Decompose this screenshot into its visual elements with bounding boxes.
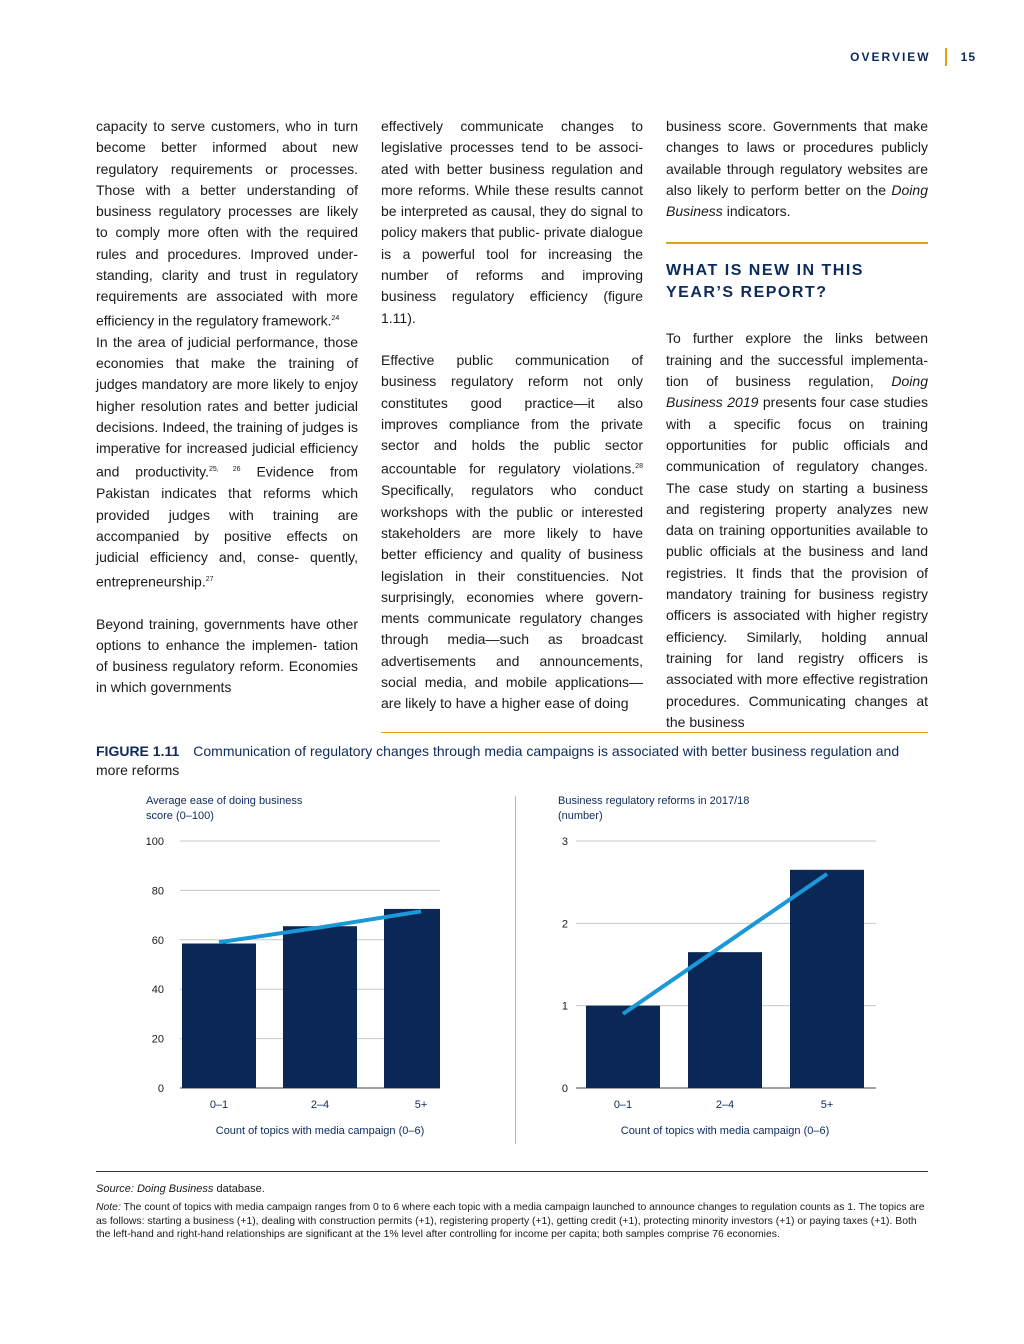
figure-label: FIGURE 1.11 <box>96 743 180 759</box>
y-axis-title: score (0–100) <box>146 810 214 822</box>
paragraph-text: presents four case studies with a specific focus on training opportunities for public officials and communication of regulatory changes. The case study on starting a business and registering property analyzes new data on training opportunities available to public officials at the business and land registries. It finds that the provision of mandatory training for business registry officers is associated with higher registry efficiency. Similarly, holding annual training for land registry officers is associated with more effective registration procedures. Communicating changes at the business <box>666 394 929 730</box>
chart-left <box>140 792 440 1144</box>
chart-right-svg <box>552 792 882 1144</box>
x-tick-label: 2–4 <box>715 1099 735 1111</box>
source-label: Source: <box>96 1183 134 1195</box>
x-tick-label: 0–1 <box>209 1099 229 1111</box>
running-header <box>850 48 976 66</box>
bar <box>283 926 357 1088</box>
x-tick-label: 2–4 <box>310 1099 330 1111</box>
bar <box>384 909 440 1088</box>
note-label: Note: <box>96 1202 121 1213</box>
paragraph <box>666 328 928 733</box>
bar <box>586 1006 660 1088</box>
header-divider <box>945 48 947 66</box>
y-tick-label: 0 <box>157 1083 164 1095</box>
y-tick-label: 0 <box>561 1083 568 1095</box>
section-name: OVERVIEW <box>850 50 931 64</box>
bar <box>688 952 762 1088</box>
y-tick-label: 2 <box>561 918 568 931</box>
chart-right <box>552 792 882 1144</box>
italic-text: Doing Business 2019 <box>666 373 928 411</box>
paragraph <box>666 116 928 222</box>
chart-left-svg <box>140 792 440 1144</box>
section-heading: WHAT IS NEW IN THIS YEAR’S REPORT? <box>666 262 864 302</box>
figure-top-rule <box>381 732 928 733</box>
paragraph-text: Evidence from Pakistan indicates that reforms which provided judges with training are accompanied by positive effects on judicial efficiency and, conse- quently, entrepreneurship. <box>96 464 358 590</box>
paragraph <box>381 350 643 715</box>
y-tick-label: 40 <box>151 984 164 997</box>
bar <box>790 870 864 1088</box>
paragraph-text: indicators. <box>722 203 791 220</box>
paragraph-text: Effective public communication of business regulatory reform not only constitutes good practice—it also improves compliance from the private sector and holds the public sector accountable for regulatory violations. <box>381 351 643 478</box>
paragraph-text: In the area of judicial performance, those economies that make the training of judges mandatory are more likely to enjoy higher resolution rates and better judicial decisions. Indeed, the training of judges is imperative for increased judicial efficiency and productivity. <box>96 333 358 481</box>
note-text: The count of topics with media campaign ranges from 0 to 6 where each topic with a media campaign launched to announce changes to regulation counts as 1. The topics are as follows: starting a business (+1), dealing with construction permits (+1), registering property (+1), getting credit (+1), protecting minority investors (+1) or paying taxes (+1). Both the left-hand and right-hand relationships are significant at the 1% level after controlling for income per capita; both samples comprise 76 economies. <box>96 1202 925 1240</box>
footer-rule <box>96 1171 928 1172</box>
figure-title-text-line2: more reforms <box>96 762 180 778</box>
source-line <box>96 1183 265 1195</box>
figure-title <box>96 742 928 780</box>
x-axis-title: Count of topics with media campaign (0–6) <box>620 1125 830 1137</box>
y-axis-title: Average ease of doing business <box>146 795 303 807</box>
paragraph: Beyond training, governments have other options to enhance the implemen- tation of business regulatory reform. Economies in which governments <box>96 615 358 696</box>
note <box>96 1201 928 1242</box>
text-column-1 <box>96 116 358 699</box>
bar <box>182 944 256 1088</box>
x-axis-title: Count of topics with media campaign (0–6) <box>215 1125 425 1137</box>
paragraph-text: To further explore the links between training and the successful implementa- tion of business regulation, <box>666 330 928 390</box>
paragraph-text: business score. Governments that make changes to laws or procedures publicly available through regulatory websites are also likely to perform better on the <box>666 118 928 198</box>
paragraph <box>96 332 358 593</box>
y-tick-label: 20 <box>151 1033 164 1046</box>
y-axis-title: (number) <box>558 810 603 822</box>
paragraph: effectively communicate changes to legislative processes tend to be associ- ated with better business regulation and more reforms. While these results cannot be interpreted as causal, they do signal to policy makers that public- private dialogue is a powerful tool for increasing the number of reforms and improving business regulatory efficiency (figure 1.11). <box>381 118 643 326</box>
chart-divider <box>515 796 516 1144</box>
figure-title-text: Communication of regulatory changes through media campaigns is associated with better business regulation and <box>193 743 900 759</box>
y-tick-label: 1 <box>561 1000 568 1013</box>
text-column-2 <box>381 116 643 715</box>
x-tick-label: 0–1 <box>613 1099 633 1111</box>
source-italic: Doing Business <box>136 1183 214 1195</box>
y-tick-label: 80 <box>151 885 164 898</box>
y-tick-label: 60 <box>151 934 164 947</box>
paragraph <box>96 116 358 332</box>
footnote-ref: 24 <box>331 314 340 322</box>
y-axis-title: Business regulatory reforms in 2017/18 <box>558 795 750 807</box>
text-column-3 <box>666 116 928 733</box>
page-number: 15 <box>960 50 976 64</box>
footnote-ref: 28 <box>635 463 643 471</box>
italic-text: Doing Business <box>666 181 928 220</box>
section-rule <box>666 242 928 244</box>
footnote-ref: 25, 26 <box>208 466 241 474</box>
x-tick-label: 5+ <box>414 1099 428 1111</box>
paragraph-text: Specifically, regulators who conduct workshops with the public or interested stakeholders are more likely to have better efficiency and quality of business legislation in their constituencies. Not surprisingly, economies where govern- ments communicate regulatory changes through media—such as broadcast advertisements and announcements, social media, and mobile applications—are likely to have a higher ease of doing <box>381 482 643 712</box>
paragraph-text: capacity to serve customers, who in turn become better informed about new regulatory requirements or processes. Those with a better understanding of business regulatory processes are likely to comply more often with the required rules and procedures. Improved under- standing, clarity and trust in regulatory requirements are associated with more efficiency in the regulatory framework. <box>96 118 358 329</box>
y-tick-label: 100 <box>145 836 164 848</box>
y-tick-label: 3 <box>561 836 568 848</box>
footnote-ref: 27 <box>205 575 214 583</box>
source-text: database. <box>213 1183 265 1195</box>
x-tick-label: 5+ <box>820 1099 834 1111</box>
